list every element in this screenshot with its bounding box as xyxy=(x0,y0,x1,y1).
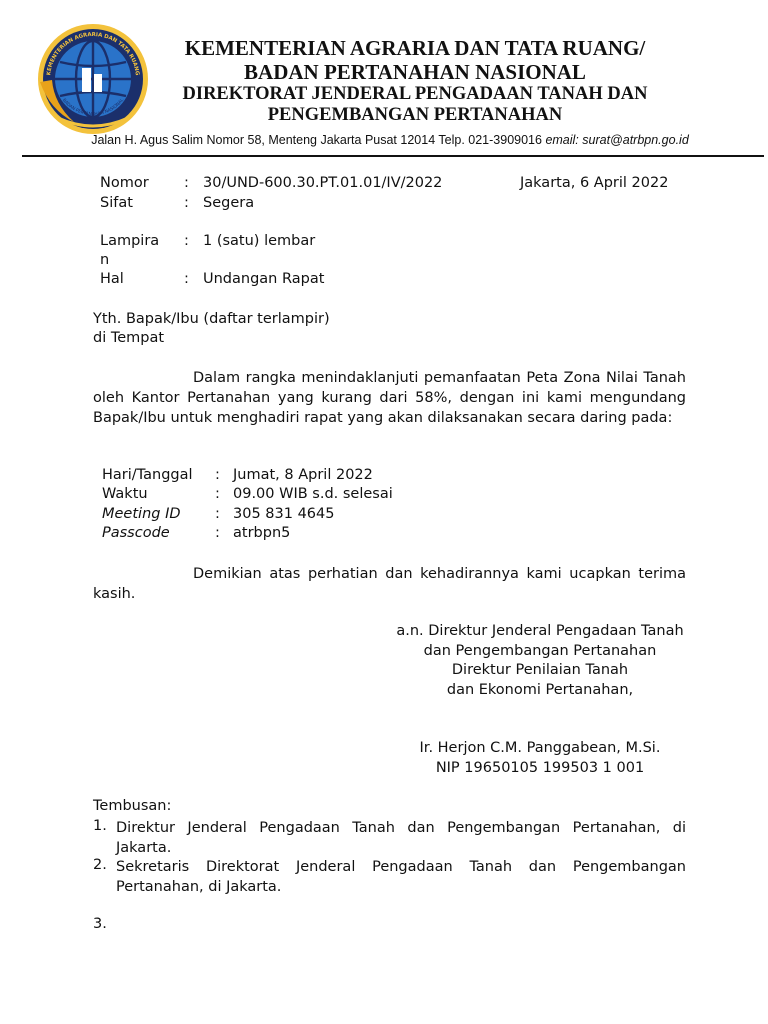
detail-label-meeting-id: Meeting ID xyxy=(102,506,181,522)
detail-label-time: Waktu xyxy=(102,486,148,502)
recipient-line-2: di Tempat xyxy=(93,330,165,346)
email-label: email: xyxy=(545,133,579,147)
tembusan-item-number: 1. xyxy=(93,818,107,834)
detail-colon: : xyxy=(215,486,220,502)
body-paragraph-2: Demikian atas perhatian dan kehadirannya kami ucapkan terima kasih. xyxy=(93,566,686,602)
nomor-label: Nomor xyxy=(100,175,149,191)
lampiran-value: 1 (satu) lembar xyxy=(203,233,316,249)
detail-label-date: Hari/Tanggal xyxy=(102,467,193,483)
signature-line-1: a.n. Direktur Jenderal Pengadaan Tanah xyxy=(396,623,684,639)
letterhead-line-4: PENGEMBANGAN PERTANAHAN xyxy=(267,105,563,125)
letterhead-divider xyxy=(22,155,764,157)
sifat-value: Segera xyxy=(203,195,255,211)
sifat-colon: : xyxy=(184,195,189,211)
letter-date: Jakarta, 6 April 2022 xyxy=(520,175,669,191)
svg-text:BADAN PERTANAHAN NASIONAL: BADAN PERTANAHAN NASIONAL xyxy=(60,97,126,118)
hal-value: Undangan Rapat xyxy=(203,271,325,287)
detail-value-time: 09.00 WIB s.d. selesai xyxy=(233,486,393,502)
agency-logo xyxy=(36,22,150,136)
sifat-label: Sifat xyxy=(100,195,133,211)
letterhead-address xyxy=(20,133,760,147)
detail-value-date: Jumat, 8 April 2022 xyxy=(233,467,373,483)
detail-colon: : xyxy=(215,467,220,483)
hal-label: Hal xyxy=(100,271,124,287)
lampiran-label-part1: Lampira xyxy=(100,233,160,249)
signatory-name: Ir. Herjon C.M. Panggabean, M.Si. xyxy=(419,740,661,756)
detail-value-meeting-id: 305 831 4645 xyxy=(233,506,335,522)
detail-colon: : xyxy=(215,506,220,522)
tembusan-title: Tembusan: xyxy=(93,798,172,814)
address-text: Jalan H. Agus Salim Nomor 58, Menteng Jakarta Pusat 12014 Telp. 021-3909016 xyxy=(91,133,542,147)
detail-label-passcode: Passcode xyxy=(102,525,170,541)
tembusan-item-text: Direktur Jenderal Pengadaan Tanah dan Pengembangan Pertanahan, di Jakarta. xyxy=(116,820,686,856)
email-address: surat@atrbpn.go.id xyxy=(582,133,689,147)
signature-line-4: dan Ekonomi Pertanahan, xyxy=(446,682,634,698)
body-paragraph-1: Dalam rangka menindaklanjuti pemanfaatan Peta Zona Nilai Tanah oleh Kantor Pertanahan yang kurang dari 58%, dengan ini kami mengundang Bapak/Ibu untuk menghadiri rapat yang akan dilaksanakan secara daring pada: xyxy=(93,370,686,426)
letterhead-line-2: BADAN PERTANAHAN NASIONAL xyxy=(244,60,586,84)
tembusan-item-number: 2. xyxy=(93,857,107,873)
lampiran-colon: : xyxy=(184,233,189,249)
detail-colon: : xyxy=(215,525,220,541)
letterhead-line-1: KEMENTERIAN AGRARIA DAN TATA RUANG/ xyxy=(184,36,646,60)
detail-value-passcode: atrbpn5 xyxy=(233,525,291,541)
letterhead-line-3: DIREKTORAT JENDERAL PENGADAAN TANAH DAN xyxy=(182,84,648,104)
signatory-nip: NIP 19650105 199503 1 001 xyxy=(435,760,645,776)
hal-colon: : xyxy=(184,271,189,287)
signature-line-3: Direktur Penilaian Tanah xyxy=(451,662,629,678)
svg-text:KEMENTERIAN AGRARIA DAN TATA R: KEMENTERIAN AGRARIA DAN TATA RUANG xyxy=(46,31,140,76)
recipient-line-1: Yth. Bapak/Ibu (daftar terlampir) xyxy=(93,311,330,327)
tembusan-item-number: 3. xyxy=(93,916,107,932)
tembusan-item-text: Sekretaris Direktorat Jenderal Pengadaan Tanah dan Pengembangan Pertanahan, di Jakarta. xyxy=(116,859,686,895)
nomor-colon: : xyxy=(184,175,189,191)
lampiran-label-part2: n xyxy=(100,252,110,268)
signature-line-2: dan Pengembangan Pertanahan xyxy=(423,643,657,659)
nomor-value: 30/UND-600.30.PT.01.01/IV/2022 xyxy=(203,175,443,191)
